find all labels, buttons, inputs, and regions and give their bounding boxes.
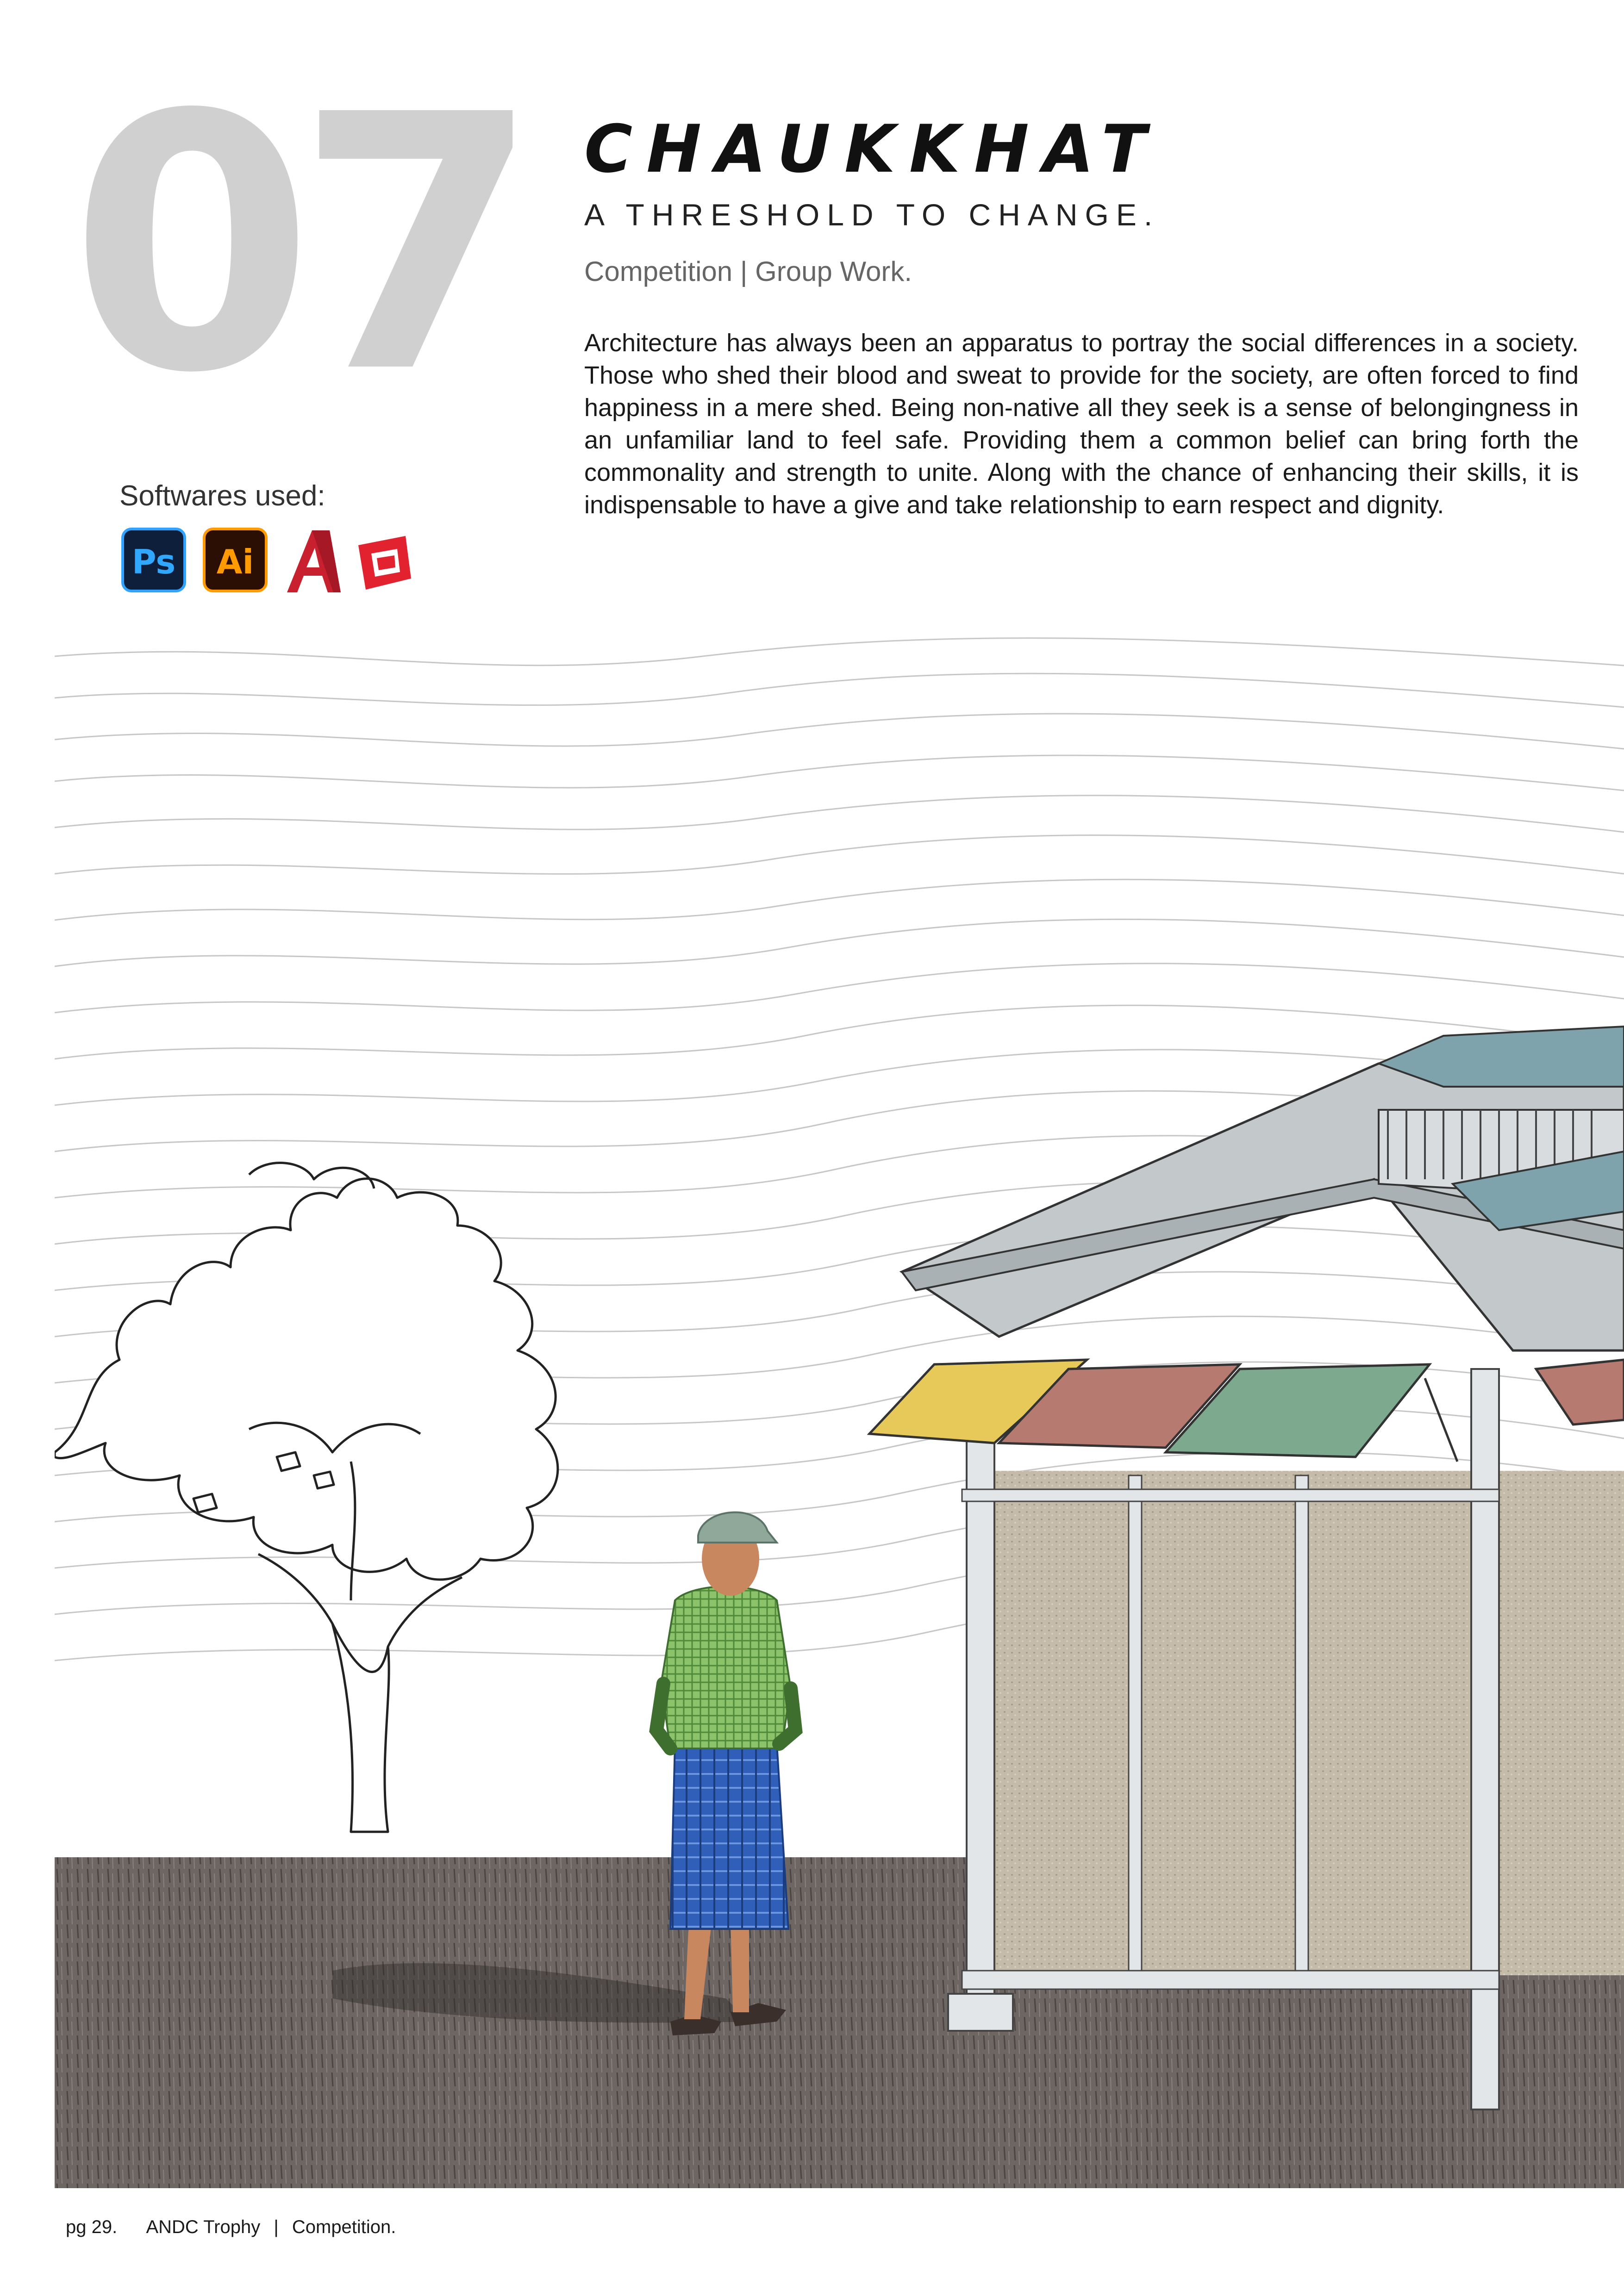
project-title: CHAUKKHAT (584, 111, 1160, 187)
shed-structure (869, 1027, 1624, 2109)
autocad-icon (283, 528, 344, 596)
footer-separator: | (274, 2217, 279, 2237)
page-footer (66, 2217, 396, 2238)
illustrator-icon: Ai (203, 528, 268, 592)
footer-category: Competition. (292, 2217, 396, 2237)
project-subtitle: A THRESHOLD TO CHANGE. (584, 198, 1160, 232)
tree-drawing (55, 1163, 558, 1832)
sketchup-icon (349, 528, 415, 593)
software-label: Softwares used: (119, 480, 325, 512)
panel-red-2 (1536, 1360, 1624, 1425)
footer-page-number: pg 29. (66, 2217, 118, 2237)
photoshop-icon: Ps (121, 528, 186, 592)
post (1471, 1369, 1499, 2109)
project-description: Architecture has always been an apparatus to portray the social differences in a society. Those who shed their blood and sweat to provide for the society, are often forced to find happiness in a mere shed. Being non-native all they seek is a sense of belongingness in an unfamiliar land to feel safe. Providing them a common belief can bring forth the commonality and strength to unite. Along with the chance of enhancing their skills, it is indispensable to have a give and take relationship to earn respect and dignity. (584, 329, 1579, 519)
project-meta: Competition | Group Work. (584, 256, 912, 287)
chapter-number: 07 (69, 41, 522, 450)
post (1295, 1475, 1308, 1975)
footer-event: ANDC Trophy (146, 2217, 261, 2237)
shed-illustration (55, 628, 1624, 2188)
post (1129, 1475, 1142, 1975)
